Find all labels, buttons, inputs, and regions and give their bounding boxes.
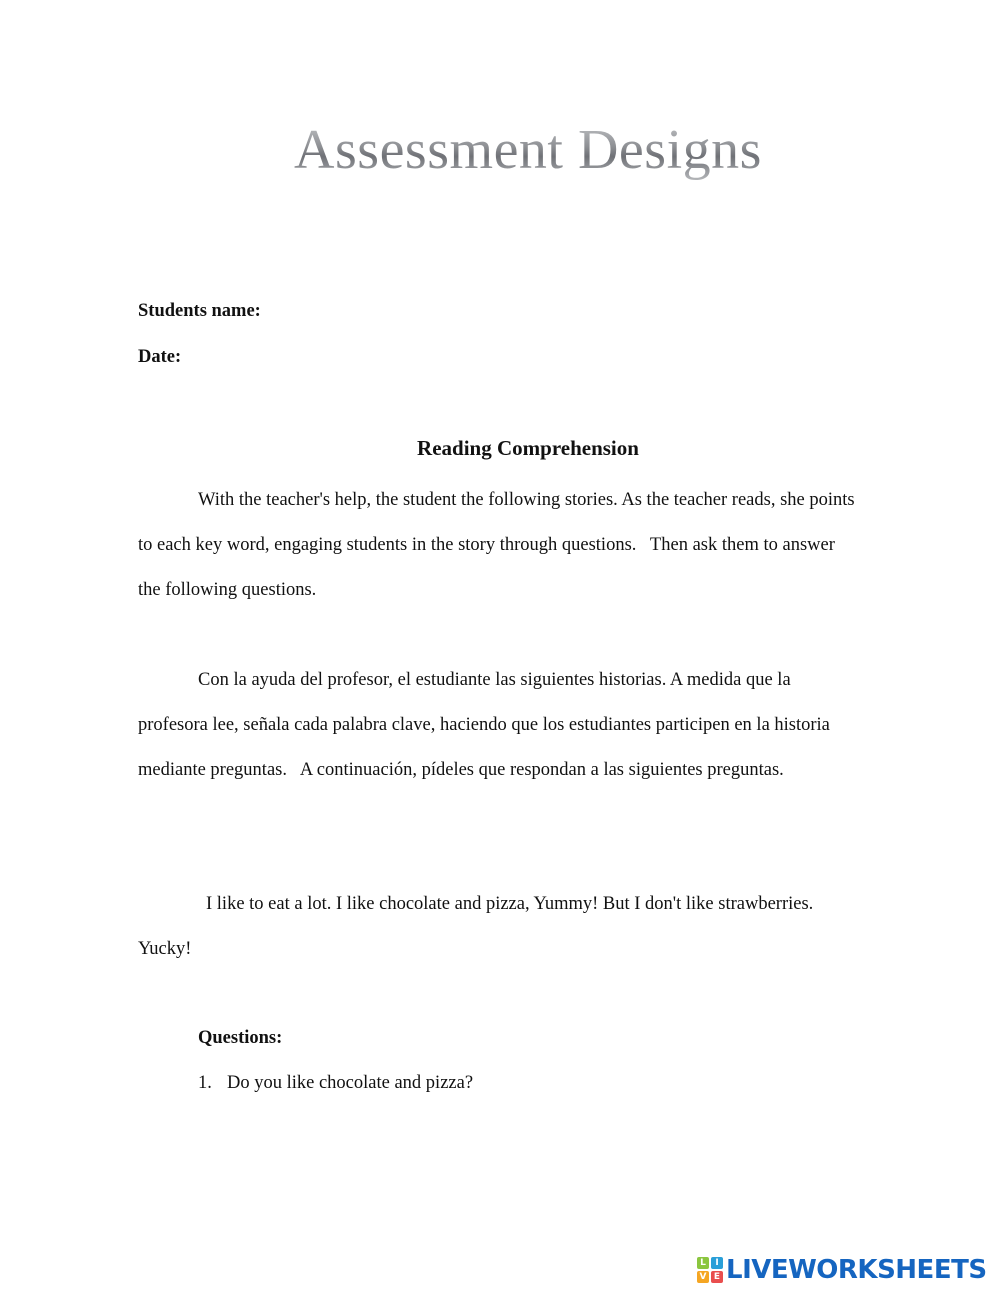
section-heading: Reading Comprehension — [417, 436, 639, 460]
logo-block: L — [697, 1257, 709, 1269]
question-item — [198, 1073, 473, 1094]
logo-block: E — [711, 1271, 723, 1283]
question-text: Do you like chocolate and pizza? — [227, 1073, 474, 1093]
logo-text: LIVEWORKSHEETS — [726, 1255, 987, 1285]
document-title: Assessment Designs — [0, 118, 1000, 182]
logo-block: I — [711, 1257, 723, 1269]
question-number: 1. — [198, 1073, 212, 1093]
liveworksheets-logo[interactable] — [697, 1255, 987, 1285]
paragraph-spanish: Con la ayuda del profesor, el estudiante las siguientes historias. A medida que la profesora lee, señala cada palabra clave, haciendo que los estudiantes participen en la historia mediante preguntas. A continuación, pídeles que respondan a las siguientes preguntas. — [138, 670, 830, 780]
paragraph-english: With the teacher's help, the student the following stories. As the teacher reads, she points to each key word, engaging students in the story through questions. Then ask them to answer the following questions. — [138, 490, 855, 600]
logo-block: V — [697, 1271, 709, 1283]
questions-list — [198, 1073, 473, 1094]
story-paragraph: I like to eat a lot. I like chocolate and pizza, Yummy! But I don't like strawberries. Yucky! — [138, 894, 814, 959]
student-name-label: Students name: — [138, 301, 261, 321]
questions-heading: Questions: — [198, 1028, 283, 1048]
logo-blocks-icon — [697, 1257, 723, 1283]
date-label: Date: — [138, 347, 182, 367]
